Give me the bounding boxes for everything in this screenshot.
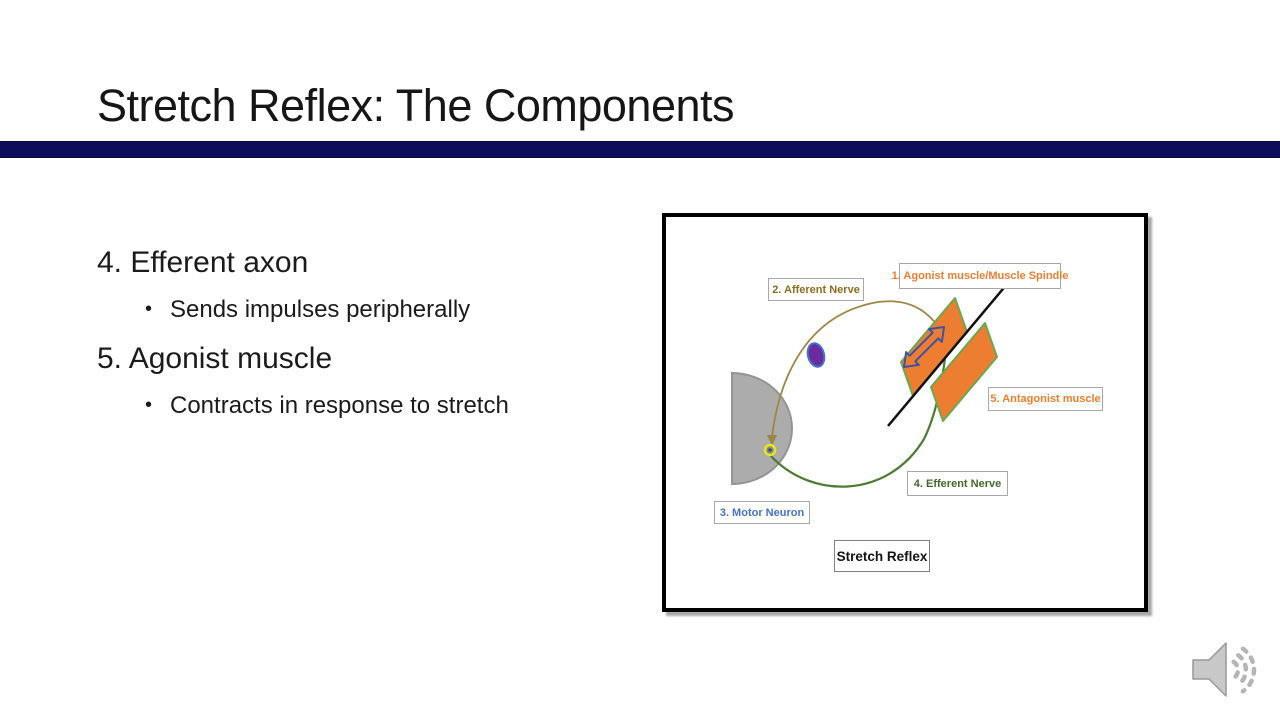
list-subitem-text: Sends impulses peripherally (170, 296, 471, 323)
page-title: Stretch Reflex: The Components (97, 80, 734, 131)
list-subitem-text: Contracts in response to stretch (170, 392, 509, 419)
label-afferent-nerve: 2. Afferent Nerve (768, 278, 864, 301)
list-item-efferent-axon: 4. Efferent axon (97, 246, 309, 279)
list-subitem-contracts (145, 392, 509, 420)
label-motor-neuron: 3. Motor Neuron (714, 501, 810, 524)
label-agonist-muscle-spindle: 1. Agonist muscle/Muscle Spindle (899, 263, 1061, 289)
label-efferent-nerve: 4. Efferent Nerve (907, 471, 1008, 496)
list-item-agonist-muscle: 5. Agonist muscle (97, 342, 333, 375)
label-antagonist-muscle: 5. Antagonist muscle (988, 387, 1103, 411)
afferent-synapse-ellipse (805, 341, 827, 368)
list-subitem-sends-impulses (145, 296, 470, 324)
diagram-caption: Stretch Reflex (834, 540, 930, 572)
stretch-reflex-diagram (662, 213, 1148, 612)
diagram-canvas (666, 217, 1144, 608)
sound-waves (1234, 649, 1254, 692)
title-accent-bar (0, 141, 1280, 158)
bullet-glyph: • (145, 394, 153, 416)
axon-hillock-dot (768, 448, 772, 452)
bullet-glyph: • (145, 298, 153, 320)
speaker-body (1193, 643, 1226, 696)
audio-speaker-icon[interactable] (1190, 637, 1260, 703)
